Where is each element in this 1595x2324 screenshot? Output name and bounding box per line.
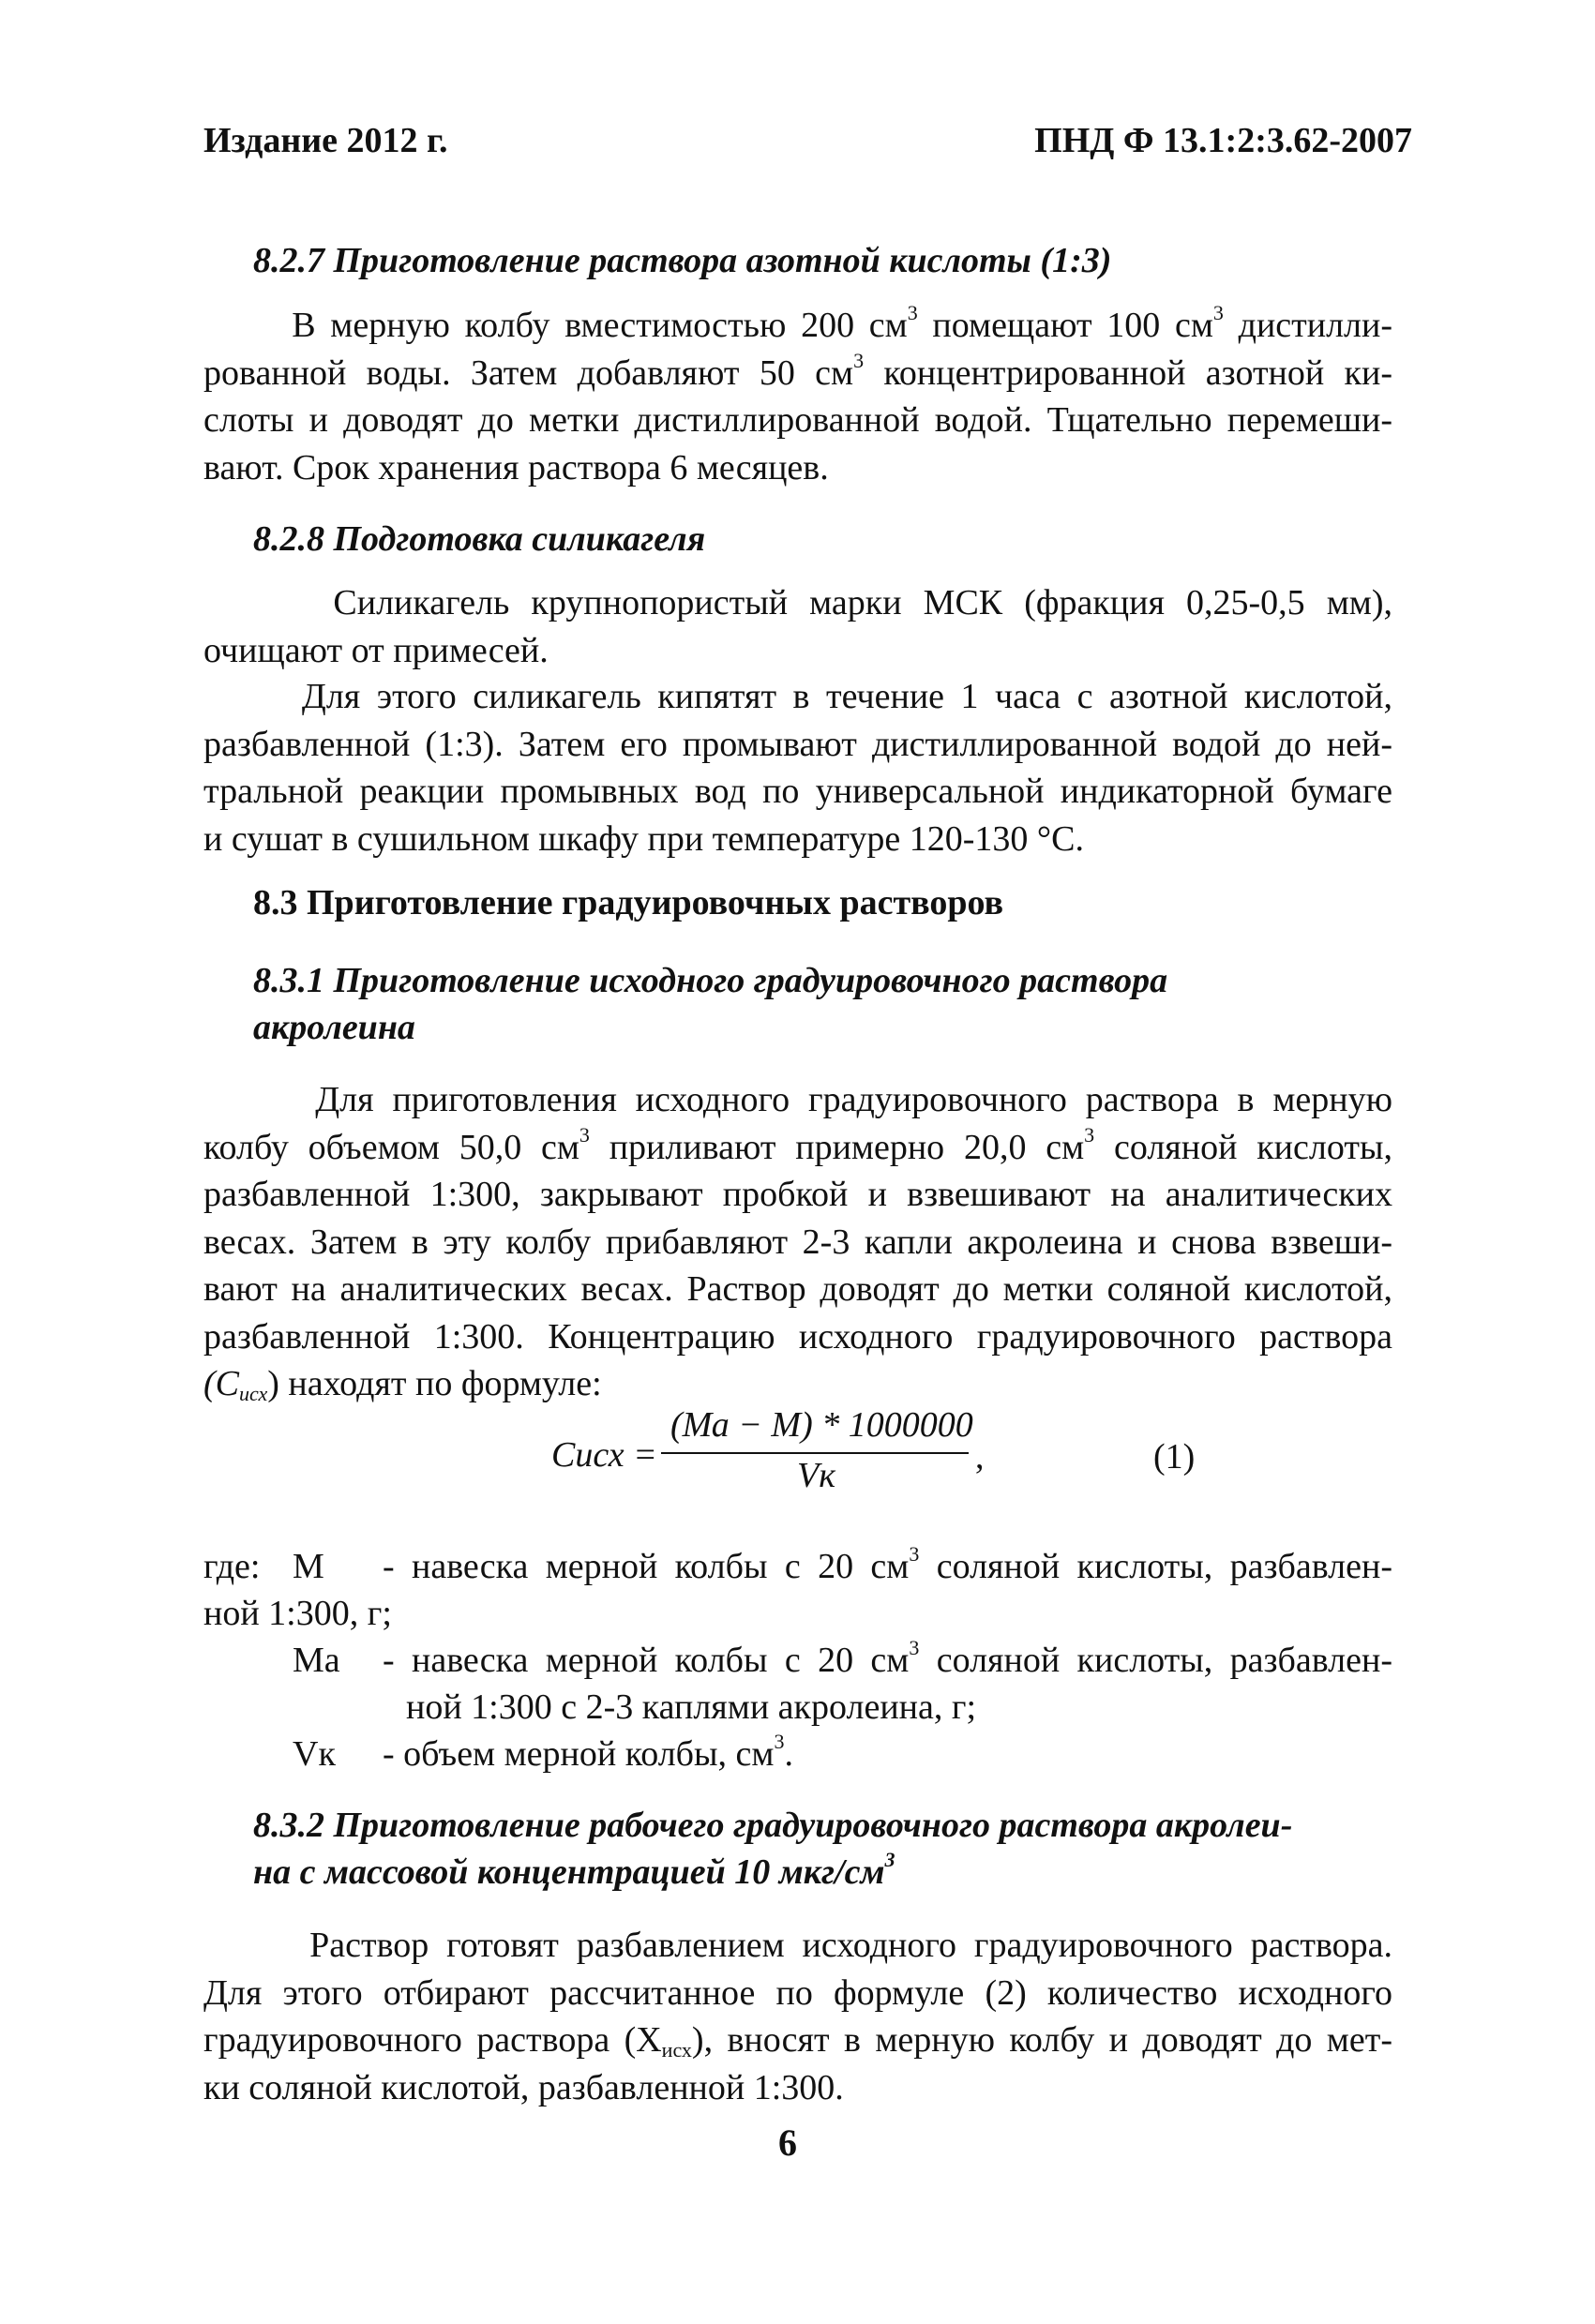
text-line: вают. Срок хранения раствора 6 месяцев. [203,447,829,487]
text-line: Раствор готовят разбавлением исходного градуировочного раствора. [309,1926,1393,1965]
definition-text-m-cont: ной 1:300, г; [203,1594,392,1633]
definition-text-vk: - объем мерной колбы, $см^3$. [383,1730,793,1774]
text-line: тральной реакции промывных вод по универсальной индикаторной бумаге [203,772,1392,811]
document-code: ПНД Ф 13.1:2:3.62-2007 [1034,121,1412,160]
text-line: колбу объемом 50,0 $см^3$ приливают примерно 20,0 $см^3$ соляной кислоты, [203,1122,1392,1167]
text-line: разбавленной (1:3). Затем его промывают дистиллированной водой до ней- [203,724,1392,764]
formula-lhs: Сисх = [551,1435,657,1475]
text-line: Для приготовления исходного градуировочного раствора в мерную [315,1080,1393,1119]
paragraph-8-3-1 [203,1076,1392,1408]
fraction-bar [661,1452,969,1454]
formula-denominator: Vк [797,1456,835,1495]
definitions-intro: где: [203,1547,261,1586]
text-line: $(C_{исх})$ находят по формуле: [203,1364,602,1405]
paragraph-8-3-2 [203,1922,1392,2111]
text-line: Для этого отбирают рассчитанное по формуле (2) количество исходного [203,1972,1392,2013]
formula-number: (1) [1153,1437,1196,1477]
text-line: разбавленной 1:300, закрывают пробкой и взвешивают на аналитических [203,1175,1392,1214]
text-line: градуировочного раствора $(X_{исх})$, вносят в мерную колбу и доводят до мет- [203,2020,1392,2062]
text-line: В мерную колбу вместимостью 200 $см^3$ помещают 100 $см^3$ дистилли- [292,301,1393,345]
definition-text-ma: - навеска мерной колбы с 20 $см^3$ соляной кислоты, разбавлен- [383,1636,1392,1680]
section-heading-8-3-1-line2: акролеина [253,1008,415,1047]
section-heading-8-2-8: 8.2.8 Подготовка силикагеля [253,519,706,559]
text-line: и сушат в сушильном шкафу при температуре 120-130 °С. [203,818,1084,859]
paragraph-8-2-7 [203,302,1392,491]
text-line: очищают от примесей. [203,630,549,670]
text-line: Для этого силикагель кипятят в течение 1 часа с азотной кислотой, [301,677,1392,716]
section-heading-8-2-7: 8.2.7 Приготовление раствора азотной кислоты (1:3) [253,241,1112,280]
text-line: рованной воды. Затем добавляют 50 $см^3$ концентрированной азотной ки- [203,348,1392,393]
paragraph-8-2-8-b [203,673,1392,862]
text-line: разбавленной 1:300. Концентрацию исходного градуировочного раствора [203,1316,1392,1357]
paragraph-8-2-8-a [203,579,1392,674]
formula-numerator: (Ма − М) * 1000000 [670,1405,973,1445]
definition-symbol-vk: Vк [293,1734,336,1774]
text-line: слоты и доводят до метки дистиллированной водой. Тщательно перемеши- [203,400,1392,440]
section-heading-8-3-2-line2: на с массовой концентрацией 10 мкг/$см^3$ [253,1848,895,1892]
text-line: вают на аналитических весах. Раствор доводят до метки соляной кислотой, [203,1269,1392,1309]
definition-symbol-ma: Ма [293,1641,340,1680]
definition-text-ma-cont: ной 1:300 с 2-3 каплями акролеина, г; [406,1687,976,1727]
page-number: 6 [778,2122,797,2164]
text-line: Силикагель крупнопористый марки МСК (фракция 0,25-0,5 мм), [333,583,1392,622]
edition-label: Издание 2012 г. [203,121,448,160]
section-heading-8-3: 8.3 Приготовление градуировочных растворов [253,883,1004,922]
definition-text-m: - навеска мерной колбы с 20 $см^3$ соляной кислоты, разбавлен- [383,1542,1392,1586]
text-line: весах. Затем в эту колбу прибавляют 2-3 капли акролеина и снова взвеши- [203,1222,1392,1262]
section-heading-8-3-1-line1: 8.3.1 Приготовление исходного градуировочного раствора [253,961,1168,1000]
text-line: ки соляной кислотой, разбавленной 1:300. [203,2067,844,2107]
formula-comma: , [975,1437,985,1477]
definition-symbol-m: М [293,1547,324,1586]
section-heading-8-3-2-line1: 8.3.2 Приготовление рабочего градуировочного раствора акролеи- [253,1806,1293,1845]
